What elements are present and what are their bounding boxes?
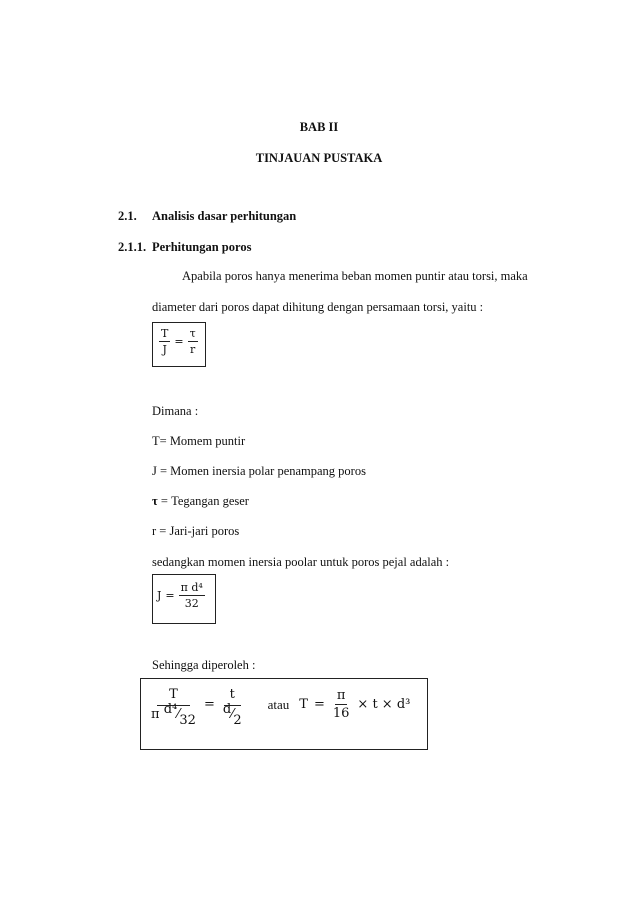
- paragraph-line-1: Apabila poros hanya menerima beban momen puntir atau torsi, maka: [182, 269, 528, 283]
- equation-inertia-box: [152, 574, 216, 624]
- slash-bottom: 32: [179, 712, 196, 728]
- slashed-d-2: [222, 701, 242, 728]
- numerator: T: [157, 687, 190, 706]
- slashed-d4-32: [163, 701, 196, 728]
- section-2-1-1-title: Perhitungan poros: [152, 240, 252, 254]
- result-t: T: [299, 697, 308, 713]
- section-2-1-title: Analisis dasar perhitungan: [152, 209, 297, 223]
- legend-item-J: [152, 464, 366, 479]
- equation-result-box: [140, 678, 428, 750]
- fraction-pi-d4-over-32: [179, 581, 205, 610]
- equation-result: [149, 687, 411, 728]
- chapter-label: BAB II: [299, 120, 339, 134]
- dimana-label: Dimana :: [152, 404, 199, 418]
- sehingga-label: Sehingga diperoleh :: [152, 658, 256, 672]
- fraction-pi-over-16: [331, 688, 352, 722]
- legend-item-r: [152, 524, 239, 539]
- slash-glyph: ⁄: [177, 706, 180, 722]
- equation-torsion-box: [152, 322, 206, 367]
- legend-text: = Momem puntir: [159, 434, 246, 448]
- equation-inertia: [157, 581, 205, 610]
- denominator: [149, 701, 198, 728]
- legend-symbol: r: [152, 524, 157, 538]
- slash-top: d: [222, 701, 232, 717]
- equation-torsion: [159, 327, 198, 356]
- result-tail: × t × d³: [357, 697, 411, 713]
- slash-glyph: ⁄: [231, 706, 234, 722]
- legend-symbol: J: [152, 464, 157, 478]
- slash-bottom: 2: [233, 712, 242, 728]
- fraction-t-over-j: [159, 327, 170, 356]
- denominator: J: [162, 343, 167, 357]
- denominator: [221, 701, 244, 728]
- equals-sign: =: [313, 697, 325, 713]
- numerator: τ: [188, 327, 198, 342]
- numerator: π d⁴: [179, 581, 205, 596]
- legend-item-T: [152, 434, 245, 449]
- equals-sign: =: [174, 335, 184, 349]
- denominator: r: [189, 343, 196, 357]
- denominator: 32: [184, 597, 199, 611]
- legend-symbol: T: [152, 434, 160, 448]
- numerator: π: [335, 688, 348, 706]
- equals-sign: =: [165, 589, 175, 603]
- legend-symbol: τ: [152, 494, 158, 508]
- legend-item-tau: [152, 494, 249, 509]
- slash-top: d⁴: [163, 701, 178, 717]
- numerator: t: [224, 687, 241, 706]
- legend-text: = Momen inersia polar penampang poros: [156, 464, 366, 478]
- fraction-t-over-d2: [221, 687, 244, 728]
- fraction-t-over-polar: [149, 687, 198, 728]
- chapter-title: TINJAUAN PUSTAKA: [255, 151, 383, 165]
- section-2-1-number: 2.1.: [118, 209, 137, 223]
- legend-text: = Jari-jari poros: [156, 524, 240, 538]
- numerator: T: [159, 327, 170, 342]
- fraction-tau-over-r: [188, 327, 198, 356]
- lhs-j: J: [157, 589, 162, 603]
- atau-text: atau: [267, 696, 290, 712]
- sentence-polar-inertia: sedangkan momen inersia poolar untuk poros pejal adalah :: [152, 555, 450, 569]
- denominator: 16: [332, 706, 350, 722]
- paragraph-line-2: diameter dari poros dapat dihitung dengan persamaan torsi, yaitu :: [152, 300, 484, 314]
- legend-text: = Tegangan geser: [157, 494, 249, 508]
- pi-symbol: π: [151, 706, 160, 722]
- equals-sign: =: [203, 697, 215, 713]
- section-2-1-1-number: 2.1.1.: [118, 240, 147, 254]
